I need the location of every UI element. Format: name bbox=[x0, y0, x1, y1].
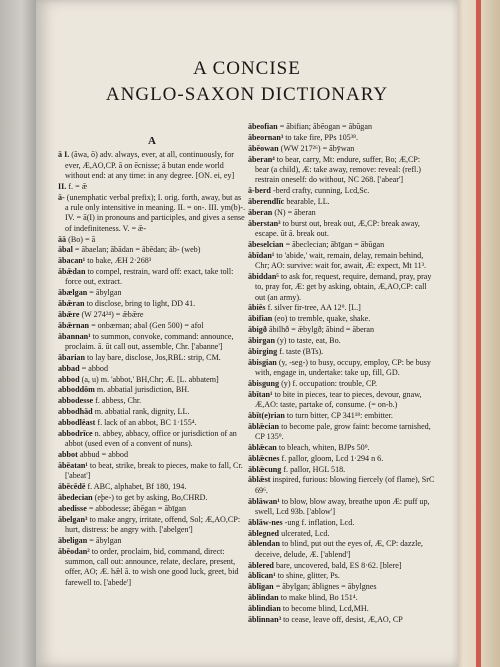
dictionary-entry bbox=[248, 475, 436, 496]
entry-headword: āblered bbox=[248, 560, 274, 570]
dictionary-entry bbox=[248, 571, 436, 581]
entry-headword: ābarian bbox=[58, 352, 85, 362]
entry-definition: = abbodesse; ābēgan = ābīgan bbox=[88, 503, 187, 513]
dictionary-entry bbox=[58, 353, 246, 363]
dictionary-entry bbox=[58, 235, 246, 245]
entry-definition: ulcerated, Lcd. bbox=[281, 528, 330, 538]
entry-definition: -berd crafty, cunning, Lcd,Sc. bbox=[272, 186, 370, 196]
entry-headword: āblǣst bbox=[248, 475, 271, 485]
entry-headword: ābacan¹ bbox=[58, 256, 86, 266]
entry-definition: (N) = āberan bbox=[274, 207, 316, 217]
entry-headword: ābēowan bbox=[248, 143, 279, 153]
entry-definition: = ābeclecian; ābīgan = ābūgan bbox=[285, 239, 385, 249]
entry-headword: ābīt(e)rian bbox=[248, 410, 285, 420]
dictionary-entry bbox=[58, 288, 246, 298]
entry-headword: II. bbox=[58, 181, 67, 191]
entry-definition: to beat, strike, break to pieces, make to fall, Cr. ['abeat'] bbox=[65, 460, 243, 481]
entry-definition: to blow, blow away, breathe upon Æ: puff up, swell, Lcd 93b. ['ablow'] bbox=[255, 496, 430, 516]
entry-headword: ābedecian bbox=[58, 492, 93, 502]
entry-headword: abbodrīce bbox=[58, 428, 93, 438]
entry-headword: āblǣcan bbox=[248, 442, 277, 452]
entry-definition: (eo) to tremble, quake, shake. bbox=[274, 314, 371, 324]
entry-headword: āblīgan bbox=[248, 582, 274, 592]
dictionary-entry bbox=[58, 493, 246, 503]
entry-headword: abbodlēast bbox=[58, 417, 96, 427]
dictionary-entry bbox=[58, 150, 246, 181]
dictionary-entry bbox=[248, 358, 436, 379]
entry-headword: ābeselcian bbox=[248, 239, 284, 249]
entry-headword: ābælgan bbox=[58, 288, 88, 298]
dictionary-entry bbox=[248, 347, 436, 357]
dictionary-entry bbox=[248, 272, 436, 303]
entry-definition: to turn bitter, CP 341¹⁸: embitter. bbox=[286, 410, 393, 420]
entry-definition: to shine, glitter, Ps. bbox=[277, 571, 340, 581]
entry-headword: āblindan bbox=[248, 593, 279, 603]
entry-headword: abboddōm bbox=[58, 385, 95, 395]
entry-definition: (WW 217²⁶) = ābȳwan bbox=[280, 143, 355, 153]
cover-stripe bbox=[476, 0, 481, 667]
entry-definition: = ābifian; ābēogan = ābūgan bbox=[279, 122, 372, 131]
entry-headword: abbodhād bbox=[58, 407, 93, 417]
entry-definition: (y) f. occupation: trouble, CP. bbox=[281, 378, 378, 388]
dictionary-entry bbox=[58, 407, 246, 417]
entry-headword: āblīcan¹ bbox=[248, 571, 276, 581]
entry-definition: to compel, restrain, ward off: exact, take toll: force out, extract. bbox=[65, 267, 234, 287]
dictionary-entry bbox=[248, 615, 436, 625]
entry-headword: āberendlīc bbox=[248, 196, 285, 206]
dictionary-entry bbox=[248, 539, 436, 560]
entry-headword: ābigð bbox=[248, 325, 267, 335]
dictionary-entry bbox=[58, 321, 246, 331]
entry-definition: abbud = abbod bbox=[79, 449, 128, 459]
entry-definition: f. ABC, alphabet, Bf 180, 194. bbox=[87, 482, 187, 491]
entry-headword: āblāwan¹ bbox=[248, 496, 280, 506]
dictionary-entry bbox=[58, 267, 246, 288]
entry-definition: = onbærnan; abal (Gen 500) = afol bbox=[91, 320, 204, 330]
entry-headword: ābēcēdē bbox=[58, 482, 86, 491]
entry-definition: f. silver fir-tree, AA 12⁹. [L.] bbox=[267, 303, 361, 313]
dictionary-entry bbox=[248, 497, 436, 518]
entry-headword: ābǣre bbox=[58, 310, 80, 319]
entry-definition: = abbod bbox=[81, 363, 109, 373]
dictionary-entry bbox=[58, 245, 246, 255]
entry-definition: f. taste (BTs). bbox=[279, 346, 324, 356]
entry-definition: to summon, convoke, command: announce, proclaim. ā. ūt call out, assemble, Chr. ['abanne'] bbox=[65, 331, 234, 352]
entry-headword: ābiēs bbox=[248, 303, 266, 313]
dictionary-entry bbox=[248, 208, 436, 218]
dictionary-entry bbox=[248, 186, 436, 196]
entry-definition: to bear, carry, Mt: endure, suffer, Bo; Æ,CP: bear (a child), Æ: take away, remove: reveal: (refl.) restrain oneself: do without, NC 268. ['abear'] bbox=[255, 154, 421, 185]
dictionary-entry bbox=[248, 604, 436, 614]
dictionary-entry bbox=[58, 193, 246, 234]
entry-headword: ābītan¹ bbox=[248, 389, 273, 399]
dictionary-entry bbox=[248, 518, 436, 528]
entry-headword: ābannan¹ bbox=[58, 331, 91, 341]
entry-definition: (Bo) = ā bbox=[68, 234, 96, 244]
dictionary-entry bbox=[58, 375, 246, 385]
entry-definition: (a, u) m. 'abbot,' BH,Chr; Æ. [L. abbatem] bbox=[81, 374, 219, 384]
dictionary-entry bbox=[248, 390, 436, 411]
entry-headword: āblǣcnes bbox=[248, 453, 280, 463]
entry-definition: = ābylgan; āblignes = ābylgnes bbox=[275, 582, 377, 592]
entry-definition: bare, uncovered, bald, ES 8·62. [blere] bbox=[275, 560, 402, 570]
entry-definition: to bite in pieces, tear to pieces, devour, gnaw, Æ,AO: taste, partake of, consume. (= on-b.) bbox=[255, 389, 422, 409]
entry-headword: ābǣdan bbox=[58, 267, 86, 277]
entry-headword: āblindian bbox=[248, 603, 281, 613]
dictionary-entry bbox=[248, 197, 436, 207]
book-cover-edge bbox=[458, 0, 500, 667]
entry-definition: f. pallor, gloom, Lcd 1·294 n 6. bbox=[281, 453, 384, 463]
entry-definition: (eþe-) to get by asking, Bo,CHRD. bbox=[94, 492, 208, 502]
dictionary-entry bbox=[248, 443, 436, 453]
dictionary-entry bbox=[248, 133, 436, 143]
entry-headword: āblinnan³ bbox=[248, 614, 282, 624]
entry-headword: āberstan³ bbox=[248, 218, 281, 228]
entry-headword: ābēatan¹ bbox=[58, 460, 88, 470]
dictionary-entry bbox=[58, 182, 246, 192]
dictionary-entry bbox=[58, 385, 246, 395]
dictionary-entry bbox=[248, 325, 436, 335]
entry-definition: to order, proclaim, bid, command, direct: summon, call out: announce, relate, declare, present, offer, AO; Æ. hǣl ā. to wish one good luck, greet, bid farewell to. ['abede'] bbox=[65, 546, 239, 587]
entry-definition: to make angry, irritate, offend, Sol; Æ,AO,CP: hurt, distress: be angry with. ['abelgen'] bbox=[65, 514, 241, 534]
entry-headword: ā I. bbox=[58, 150, 70, 160]
entry-headword: abbot bbox=[58, 449, 78, 459]
dictionary-entry bbox=[58, 310, 246, 320]
dictionary-entry bbox=[248, 240, 436, 250]
entry-headword: ābǣrnan bbox=[58, 320, 90, 330]
dictionary-entry bbox=[58, 256, 246, 266]
entry-definition: to lay bare, disclose, Jos,RBL: strip, CM. bbox=[87, 352, 221, 362]
dictionary-entry bbox=[248, 155, 436, 186]
dictionary-entry bbox=[248, 251, 436, 272]
entry-definition: (āwa, ō) adv. always, ever, at all, continuously, for ever, Æ,AO,CP. ā on ēcnisse; ā butan ende world without end: at any time: in any degree. [ON. ei, ey] bbox=[65, 150, 235, 181]
dictionary-entry bbox=[58, 429, 246, 450]
entry-headword: abbod bbox=[58, 374, 80, 384]
page-title-line1: A CONCISE bbox=[193, 58, 301, 79]
entry-headword: ābifian bbox=[248, 314, 273, 324]
entry-definition: to make blind, Bo 151⁴. bbox=[280, 593, 358, 603]
entry-definition: (unemphatic verbal prefix); I. orig. forth, away, but as a rule only intensitive in meaning. II. = on-. III. ym(b)-. IV. = ā(I) in pronouns and participles, and gives a sense of indefiniteness. V. = ǣ- bbox=[65, 192, 246, 233]
entry-headword: ābīdan¹ bbox=[248, 250, 275, 260]
dictionary-entry bbox=[58, 332, 246, 353]
dictionary-entry bbox=[248, 336, 436, 346]
entry-headword: ā-berd bbox=[248, 186, 271, 196]
entry-headword: ābeligan bbox=[58, 535, 88, 545]
dictionary-entry bbox=[248, 593, 436, 603]
section-letter: A bbox=[148, 135, 156, 147]
dictionary-entry bbox=[248, 219, 436, 240]
entry-definition: (W 274²⁴) = ǣbǣre bbox=[81, 310, 144, 319]
entry-definition: to ask for, request, require, demand, pray, pray to, pray for, Æ: get by asking, obtain, Æ,AO,CP: call out (an army). bbox=[255, 271, 432, 302]
right-column bbox=[248, 122, 436, 626]
entry-definition: bearable, LL. bbox=[286, 196, 330, 206]
dictionary-entry bbox=[248, 582, 436, 592]
entry-definition: = ābylgan bbox=[89, 288, 122, 298]
dictionary-entry bbox=[58, 450, 246, 460]
entry-definition: to become pale, grow faint: become tarnished, CP 135⁹. bbox=[255, 421, 431, 441]
dictionary-entry bbox=[248, 303, 436, 313]
entry-headword: ā- bbox=[58, 192, 65, 202]
dictionary-entry bbox=[248, 561, 436, 571]
entry-definition: n. abbey, abbacy, office or jurisdiction of an abbot (used even of a convent of nuns). bbox=[65, 428, 237, 449]
entry-definition: to take fire, PPs 105³⁸. bbox=[285, 132, 358, 142]
entry-headword: ābēodan² bbox=[58, 546, 90, 556]
entry-definition: = ābaelan; ābādan = ābēdan; āb- (web) bbox=[74, 245, 201, 255]
entry-definition: to bake, ÆH 2·268³ bbox=[87, 256, 152, 266]
entry-definition: m. abbatial jurisdiction, BH. bbox=[96, 385, 190, 395]
entry-headword: āblegned bbox=[248, 528, 280, 538]
dictionary-entry bbox=[248, 314, 436, 324]
entry-definition: = ābylgan bbox=[89, 535, 122, 545]
entry-headword: āā bbox=[58, 234, 67, 244]
entry-definition: to bleach, whiten, BJPs 50⁹. bbox=[278, 442, 370, 452]
facing-page-edge bbox=[0, 0, 36, 667]
entry-definition: (y) to taste, eat, Bo. bbox=[277, 335, 341, 345]
dictionary-entry bbox=[248, 379, 436, 389]
entry-definition: to 'abide,' wait, remain, delay, remain behind, Chr; AO: survive: wait for, await, Æ: expect, Mt 11³. bbox=[255, 250, 427, 270]
dictionary-entry bbox=[58, 418, 246, 428]
entry-definition: m. abbatial rank, dignity, LL. bbox=[94, 407, 190, 417]
entry-definition: to burst out, break out, Æ,CP: break away, escape. ūt ā. break out. bbox=[255, 218, 420, 238]
dictionary-entry bbox=[248, 529, 436, 539]
page-title-line2: ANGLO-SAXON DICTIONARY bbox=[105, 84, 389, 105]
left-column bbox=[58, 136, 246, 588]
dictionary-entry bbox=[58, 364, 246, 374]
dictionary-entry bbox=[248, 454, 436, 464]
entry-headword: ābelgan³ bbox=[58, 514, 88, 524]
dictionary-entry bbox=[58, 299, 246, 309]
entry-definition: inspired, furious: blowing fiercely (of flame), SrC 69⁶. bbox=[255, 475, 435, 495]
entry-headword: ābisgian bbox=[248, 357, 277, 367]
dictionary-entry bbox=[58, 396, 246, 406]
dictionary-entry bbox=[58, 515, 246, 536]
entry-headword: āberan⁴ bbox=[248, 154, 275, 164]
entry-headword: āblāw-nes bbox=[248, 517, 283, 527]
entry-headword: āberan bbox=[248, 207, 273, 217]
entry-definition: f. abbess, Chr. bbox=[95, 396, 142, 406]
entry-headword: āblǣcung bbox=[248, 464, 282, 474]
entry-definition: to become blind, Lcd,MH. bbox=[282, 603, 369, 613]
dictionary-entry bbox=[58, 547, 246, 588]
dictionary-entry bbox=[248, 422, 436, 443]
entry-headword: ābirging bbox=[248, 346, 278, 356]
dictionary-entry bbox=[58, 504, 246, 514]
entry-headword: ābisgung bbox=[248, 378, 280, 388]
entry-definition: f. lack of an abbot, BC 1·155⁴. bbox=[97, 417, 197, 427]
entry-definition: f. pallor, HGL 518. bbox=[283, 464, 346, 474]
dictionary-entry bbox=[248, 122, 436, 132]
entry-headword: abbad bbox=[58, 363, 80, 373]
entry-definition: f. = ǣ bbox=[68, 181, 88, 191]
entry-headword: āblǣcian bbox=[248, 421, 280, 431]
dictionary-entry bbox=[58, 461, 246, 482]
entry-headword: ābeofian bbox=[248, 122, 278, 131]
entry-headword: ābal bbox=[58, 245, 73, 255]
entry-headword: ābeornan³ bbox=[248, 132, 284, 142]
entry-headword: abedisse bbox=[58, 503, 87, 513]
dictionary-entry bbox=[58, 536, 246, 546]
entry-headword: āblendan bbox=[248, 539, 280, 549]
entry-headword: ābǣran bbox=[58, 299, 85, 309]
entry-headword: ābiddan⁵ bbox=[248, 271, 279, 281]
entry-definition: to disclose, bring to light, DD 41. bbox=[86, 299, 196, 309]
entry-headword: abbodesse bbox=[58, 396, 94, 406]
dictionary-entry bbox=[248, 411, 436, 421]
dictionary-entry bbox=[248, 465, 436, 475]
entry-headword: ābirgan bbox=[248, 335, 275, 345]
entry-definition: to cease, leave off, desist, Æ,AO, CP bbox=[283, 614, 403, 624]
entry-definition: (y, -seg-) to busy, occupy, employ, CP: be busy with, engage in, undertake: take up, fill, GD. bbox=[255, 357, 431, 377]
entry-definition: -ung f. inflation, Lcd. bbox=[284, 517, 355, 527]
dictionary-entry bbox=[248, 144, 436, 154]
entry-definition: to blind, put out the eyes of, Æ, CP: dazzle, deceive, delude, Æ. ['ablend'] bbox=[255, 539, 423, 559]
dictionary-entry bbox=[58, 482, 246, 492]
entry-definition: ābilhð = ǣbylgð; ābind = āberan bbox=[268, 325, 375, 335]
